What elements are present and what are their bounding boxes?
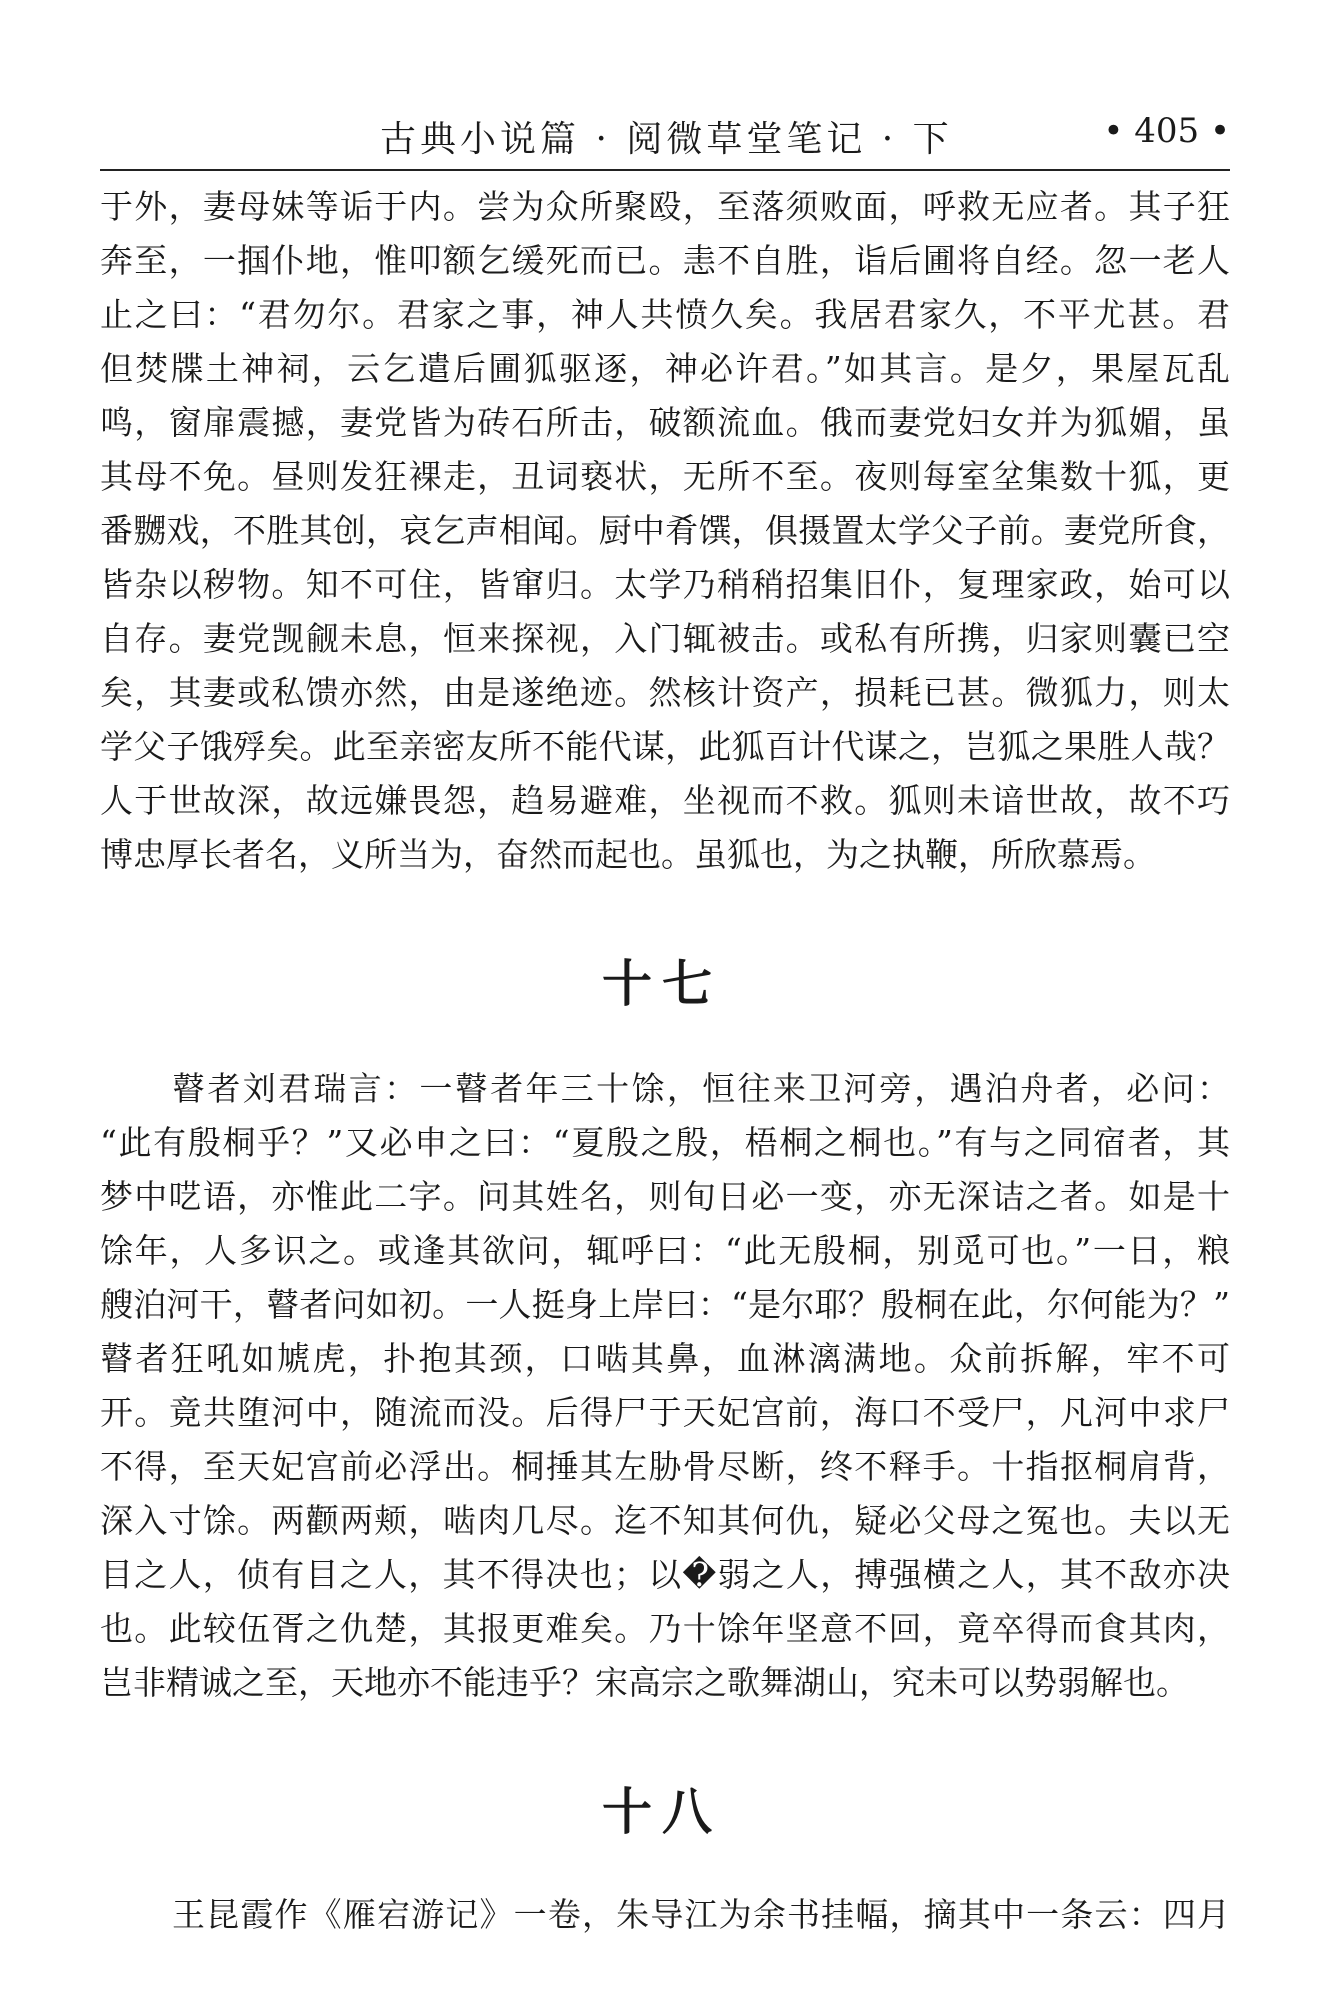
running-header bbox=[100, 105, 1230, 165]
text-line: 矣，其妻或私馈亦然，由是遂绝迹。然核计资产，损耗已甚。微狐力，则太 bbox=[100, 673, 1230, 712]
text-line: 皆杂以秽物。知不可住，皆窜归。太学乃稍稍招集旧仆，复理家政，始可以 bbox=[100, 565, 1230, 604]
text-line: 止之曰：“君勿尔。君家之事，神人共愤久矣。我居君家久，不平尤甚。君 bbox=[100, 295, 1230, 334]
text-line: “此有殷桐乎？”又必申之曰：“夏殷之殷，梧桐之桐也。”有与之同宿者，其 bbox=[100, 1123, 1230, 1162]
text-line: 岂非精诚之至，天地亦不能违乎？宋高宗之歌舞湖山，究未可以势弱解也。 bbox=[100, 1663, 1189, 1702]
text-line: 艘泊河干，瞽者问如初。一人挺身上岸曰：“是尔耶？殷桐在此，尔何能为？” bbox=[100, 1285, 1230, 1324]
text-line: 于外，妻母妹等诟于内。尝为众所聚殴，至落须败面，呼救无应者。其子狂 bbox=[100, 187, 1230, 226]
text-line: 鸣，窗扉震撼，妻党皆为砖石所击，破额流血。俄而妻党妇女并为狐媚，虽 bbox=[100, 403, 1230, 442]
text-line: 开。竟共堕河中，随流而没。后得尸于天妃宫前，海口不受尸，凡河中求尸 bbox=[100, 1393, 1230, 1432]
running-title: 古典小说篇 · 阅微草堂笔记 · 下 bbox=[380, 119, 953, 160]
section-heading-17: 十七 bbox=[602, 955, 722, 1013]
text-line: 也。此较伍胥之仇楚，其报更难矣。乃十馀年坚意不回，竟卒得而食其肉， bbox=[100, 1609, 1230, 1648]
text-line: 瞽者狂吼如虓虎，扑抱其颈，口啮其鼻，血淋漓满地。众前拆解，牢不可 bbox=[100, 1339, 1230, 1378]
text-line: 其母不免。昼则发狂裸走，丑词亵状，无所不至。夜则每室坌集数十狐，更 bbox=[100, 457, 1230, 496]
text-line: 深入寸馀。两颧两颊，啮肉几尽。迄不知其何仇，疑必父母之冤也。夫以无 bbox=[100, 1501, 1230, 1540]
text-line: 自存。妻党觊觎未息，恒来探视，入门辄被击。或私有所携，归家则囊已空 bbox=[100, 619, 1230, 658]
page-number: • 405 • bbox=[1103, 111, 1230, 151]
text-line: 但焚牒土神祠，云乞遣后圃狐驱逐，神必许君。”如其言。是夕，果屋瓦乱 bbox=[100, 349, 1230, 388]
text-line: 学父子饿殍矣。此至亲密友所不能代谋，此狐百计代谋之，岂狐之果胜人哉？ bbox=[100, 727, 1230, 766]
text-line: 梦中呓语，亦惟此二字。问其姓名，则旬日必一变，亦无深诘之者。如是十 bbox=[100, 1177, 1230, 1216]
text-line: 人于世故深，故远嫌畏怨，趋易避难，坐视而不救。狐则未谙世故，故不巧 bbox=[100, 781, 1230, 820]
section-heading-18: 十八 bbox=[602, 1783, 722, 1841]
text-line: 奔至，一掴仆地，惟叩额乞缓死而已。恚不自胜，诣后圃将自经。忽一老人 bbox=[100, 241, 1230, 280]
text-line: 王昆霞作《雁宕游记》一卷，朱导江为余书挂幅，摘其中一条云：四月 bbox=[172, 1895, 1230, 1934]
text-line: 瞽者刘君瑞言：一瞽者年三十馀，恒往来卫河旁，遇泊舟者，必问： bbox=[172, 1069, 1230, 1108]
text-line: 不得，至天妃宫前必浮出。桐捶其左胁骨尽断，终不释手。十指抠桐肩背， bbox=[100, 1447, 1230, 1486]
text-line: 番嬲戏，不胜其创，哀乞声相闻。厨中肴馔，俱摄置太学父子前。妻党所食， bbox=[100, 511, 1230, 550]
text-line: 博忠厚长者名，义所当为，奋然而起也。虽狐也，为之执鞭，所欣慕焉。 bbox=[100, 835, 1156, 874]
text-line: 馀年，人多识之。或逢其欲问，辄呼曰：“此无殷桐，别觅可也。”一日，粮 bbox=[100, 1231, 1230, 1270]
header-rule bbox=[100, 169, 1230, 171]
text-line: 目之人，侦有目之人，其不得决也；以�弱之人，搏强横之人，其不敌亦决 bbox=[100, 1555, 1230, 1594]
